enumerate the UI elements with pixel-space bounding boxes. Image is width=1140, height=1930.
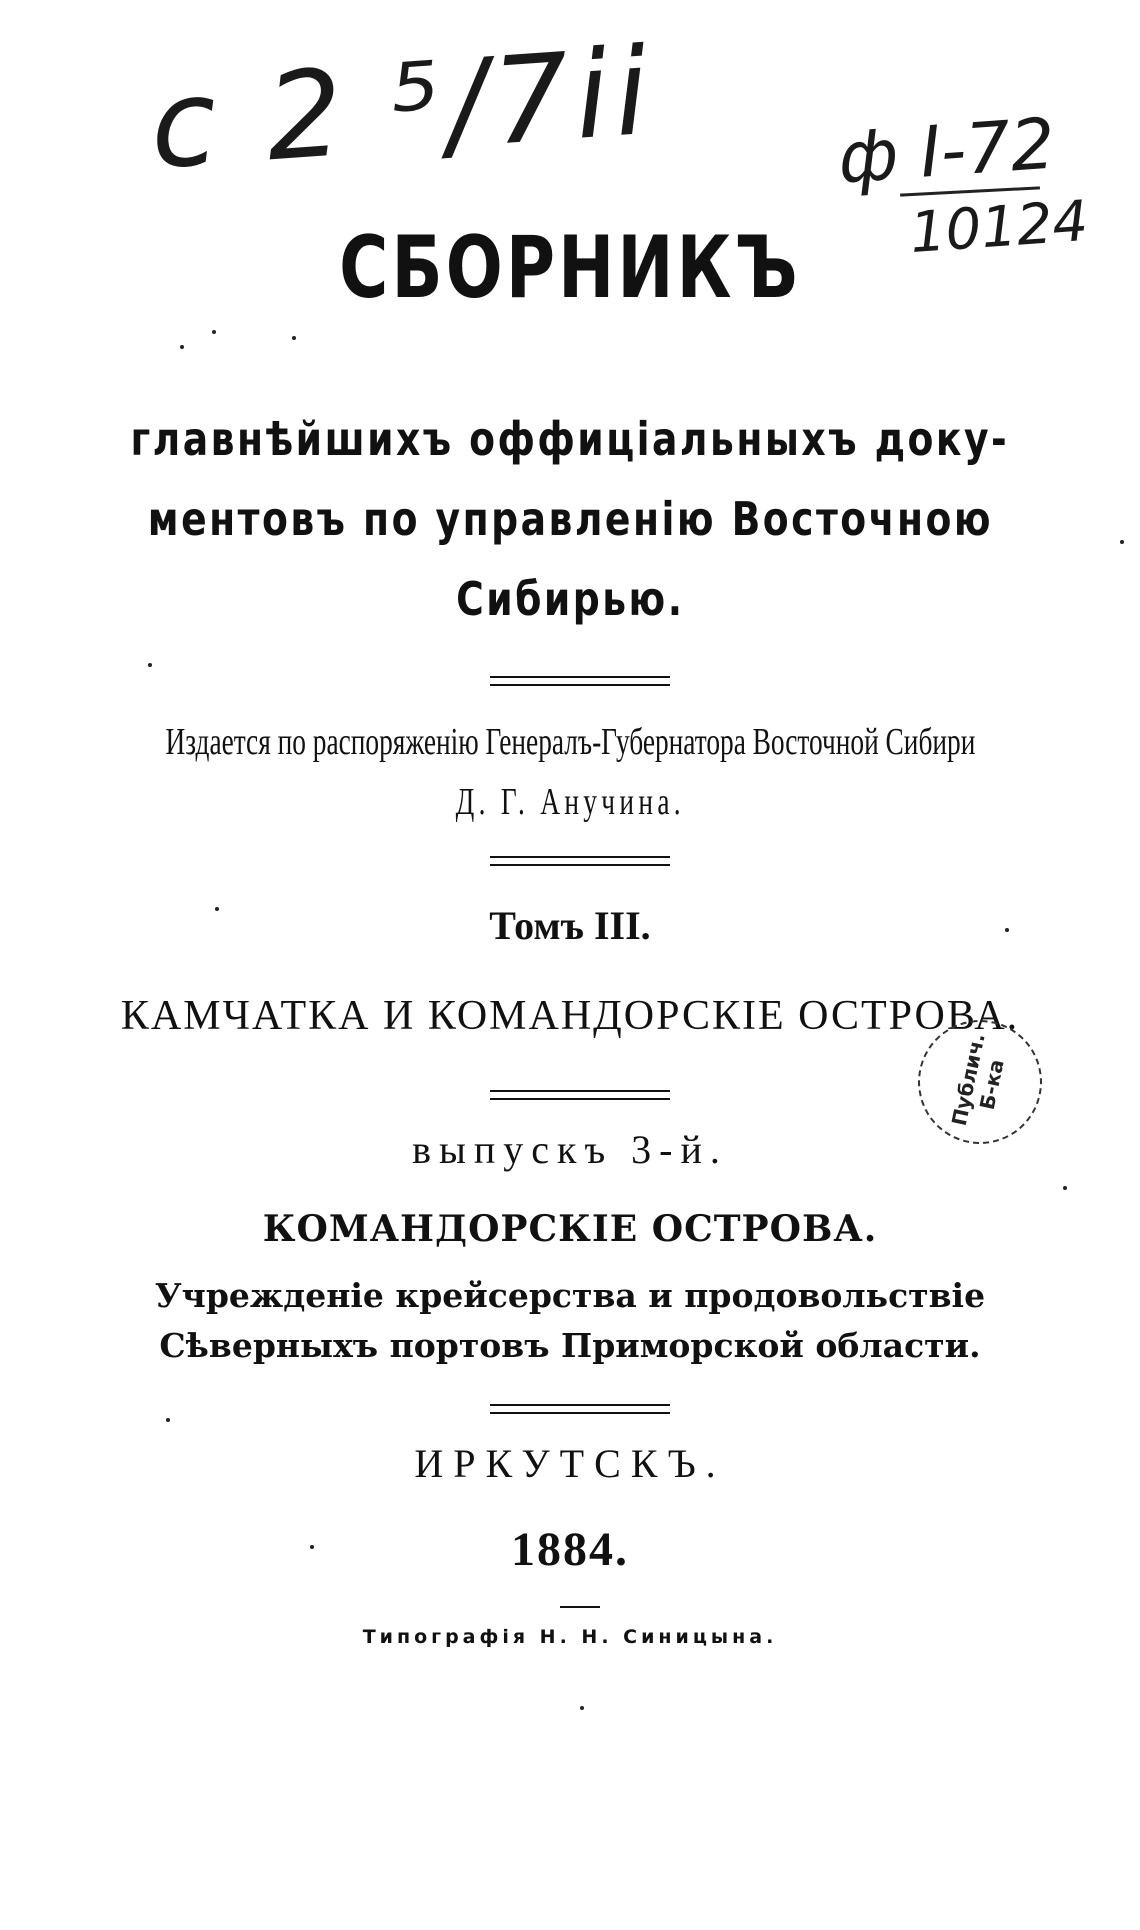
subtitle-line-1: главнѣйшихъ оффиціальныхъ доку-	[130, 412, 1010, 466]
city-row	[0, 1440, 1140, 1487]
issue-number: выпускъ 3-й.	[412, 1127, 728, 1172]
publication-year: 1884.	[511, 1523, 629, 1576]
divider-rule-1	[490, 676, 670, 686]
description-line-1-row	[0, 1276, 1140, 1315]
main-title: СБОРНИКЪ	[339, 218, 801, 318]
tome-row	[0, 902, 1140, 949]
publisher-line-1: Издается по распоряженію Генералъ-Губернатора Восточной Сибири	[165, 721, 975, 763]
description-line-2: Сѣверныхъ портовъ Приморской области.	[159, 1326, 981, 1365]
description-line-2-row	[0, 1326, 1140, 1365]
title-row	[0, 218, 1140, 318]
ink-speck	[1063, 1186, 1067, 1190]
printer-row	[0, 1626, 1140, 1648]
publisher-line-1-row	[0, 720, 1140, 764]
library-stamp-text: Публич. Б-ка	[946, 1031, 1009, 1128]
region-title: КАМЧАТКА И КОМАНДОРСКІЕ ОСТРОВА.	[120, 993, 1020, 1039]
ink-speck	[580, 1706, 584, 1710]
publisher-line-2: Д. Г. Анучина.	[455, 781, 685, 823]
publisher-line-2-row	[0, 780, 1140, 824]
islands-row	[0, 1208, 1140, 1250]
handwritten-catalog-number-bottom: 10124	[907, 188, 1091, 267]
printer-name: Типографія Н. Н. Синицына.	[362, 1626, 778, 1648]
ink-speck	[166, 1418, 170, 1422]
issue-title: КОМАНДОРСКІЕ ОСТРОВА.	[262, 1208, 878, 1250]
volume-number: Томъ III.	[489, 903, 651, 948]
ink-speck	[215, 907, 219, 911]
subtitle-line-3: Сибирью.	[455, 572, 685, 626]
subtitle-line-1-row	[0, 412, 1140, 466]
handwritten-catalog-number-top: ф I-72	[835, 102, 1058, 200]
ink-speck	[1120, 540, 1124, 544]
year-row	[0, 1522, 1140, 1577]
handwritten-shelf-mark: c 2 ⁵/7ii	[145, 22, 659, 197]
subtitle-line-2: ментовъ по управленію Восточною	[147, 492, 993, 546]
ink-speck	[212, 330, 216, 334]
divider-rule-3	[490, 1090, 670, 1100]
ink-speck	[1005, 928, 1009, 932]
ink-speck	[292, 336, 296, 340]
ink-speck	[310, 1545, 314, 1549]
subtitle-line-3-row	[0, 572, 1140, 626]
description-line-1: Учрежденіе крейсерства и продовольствіе	[154, 1276, 986, 1315]
short-rule	[560, 1606, 600, 1608]
divider-rule-2	[490, 856, 670, 866]
ink-speck	[180, 345, 184, 349]
publication-city: ИРКУТСКЪ.	[414, 1441, 726, 1486]
ink-speck	[148, 663, 152, 667]
divider-rule-4	[490, 1404, 670, 1414]
subtitle-line-2-row	[0, 492, 1140, 546]
